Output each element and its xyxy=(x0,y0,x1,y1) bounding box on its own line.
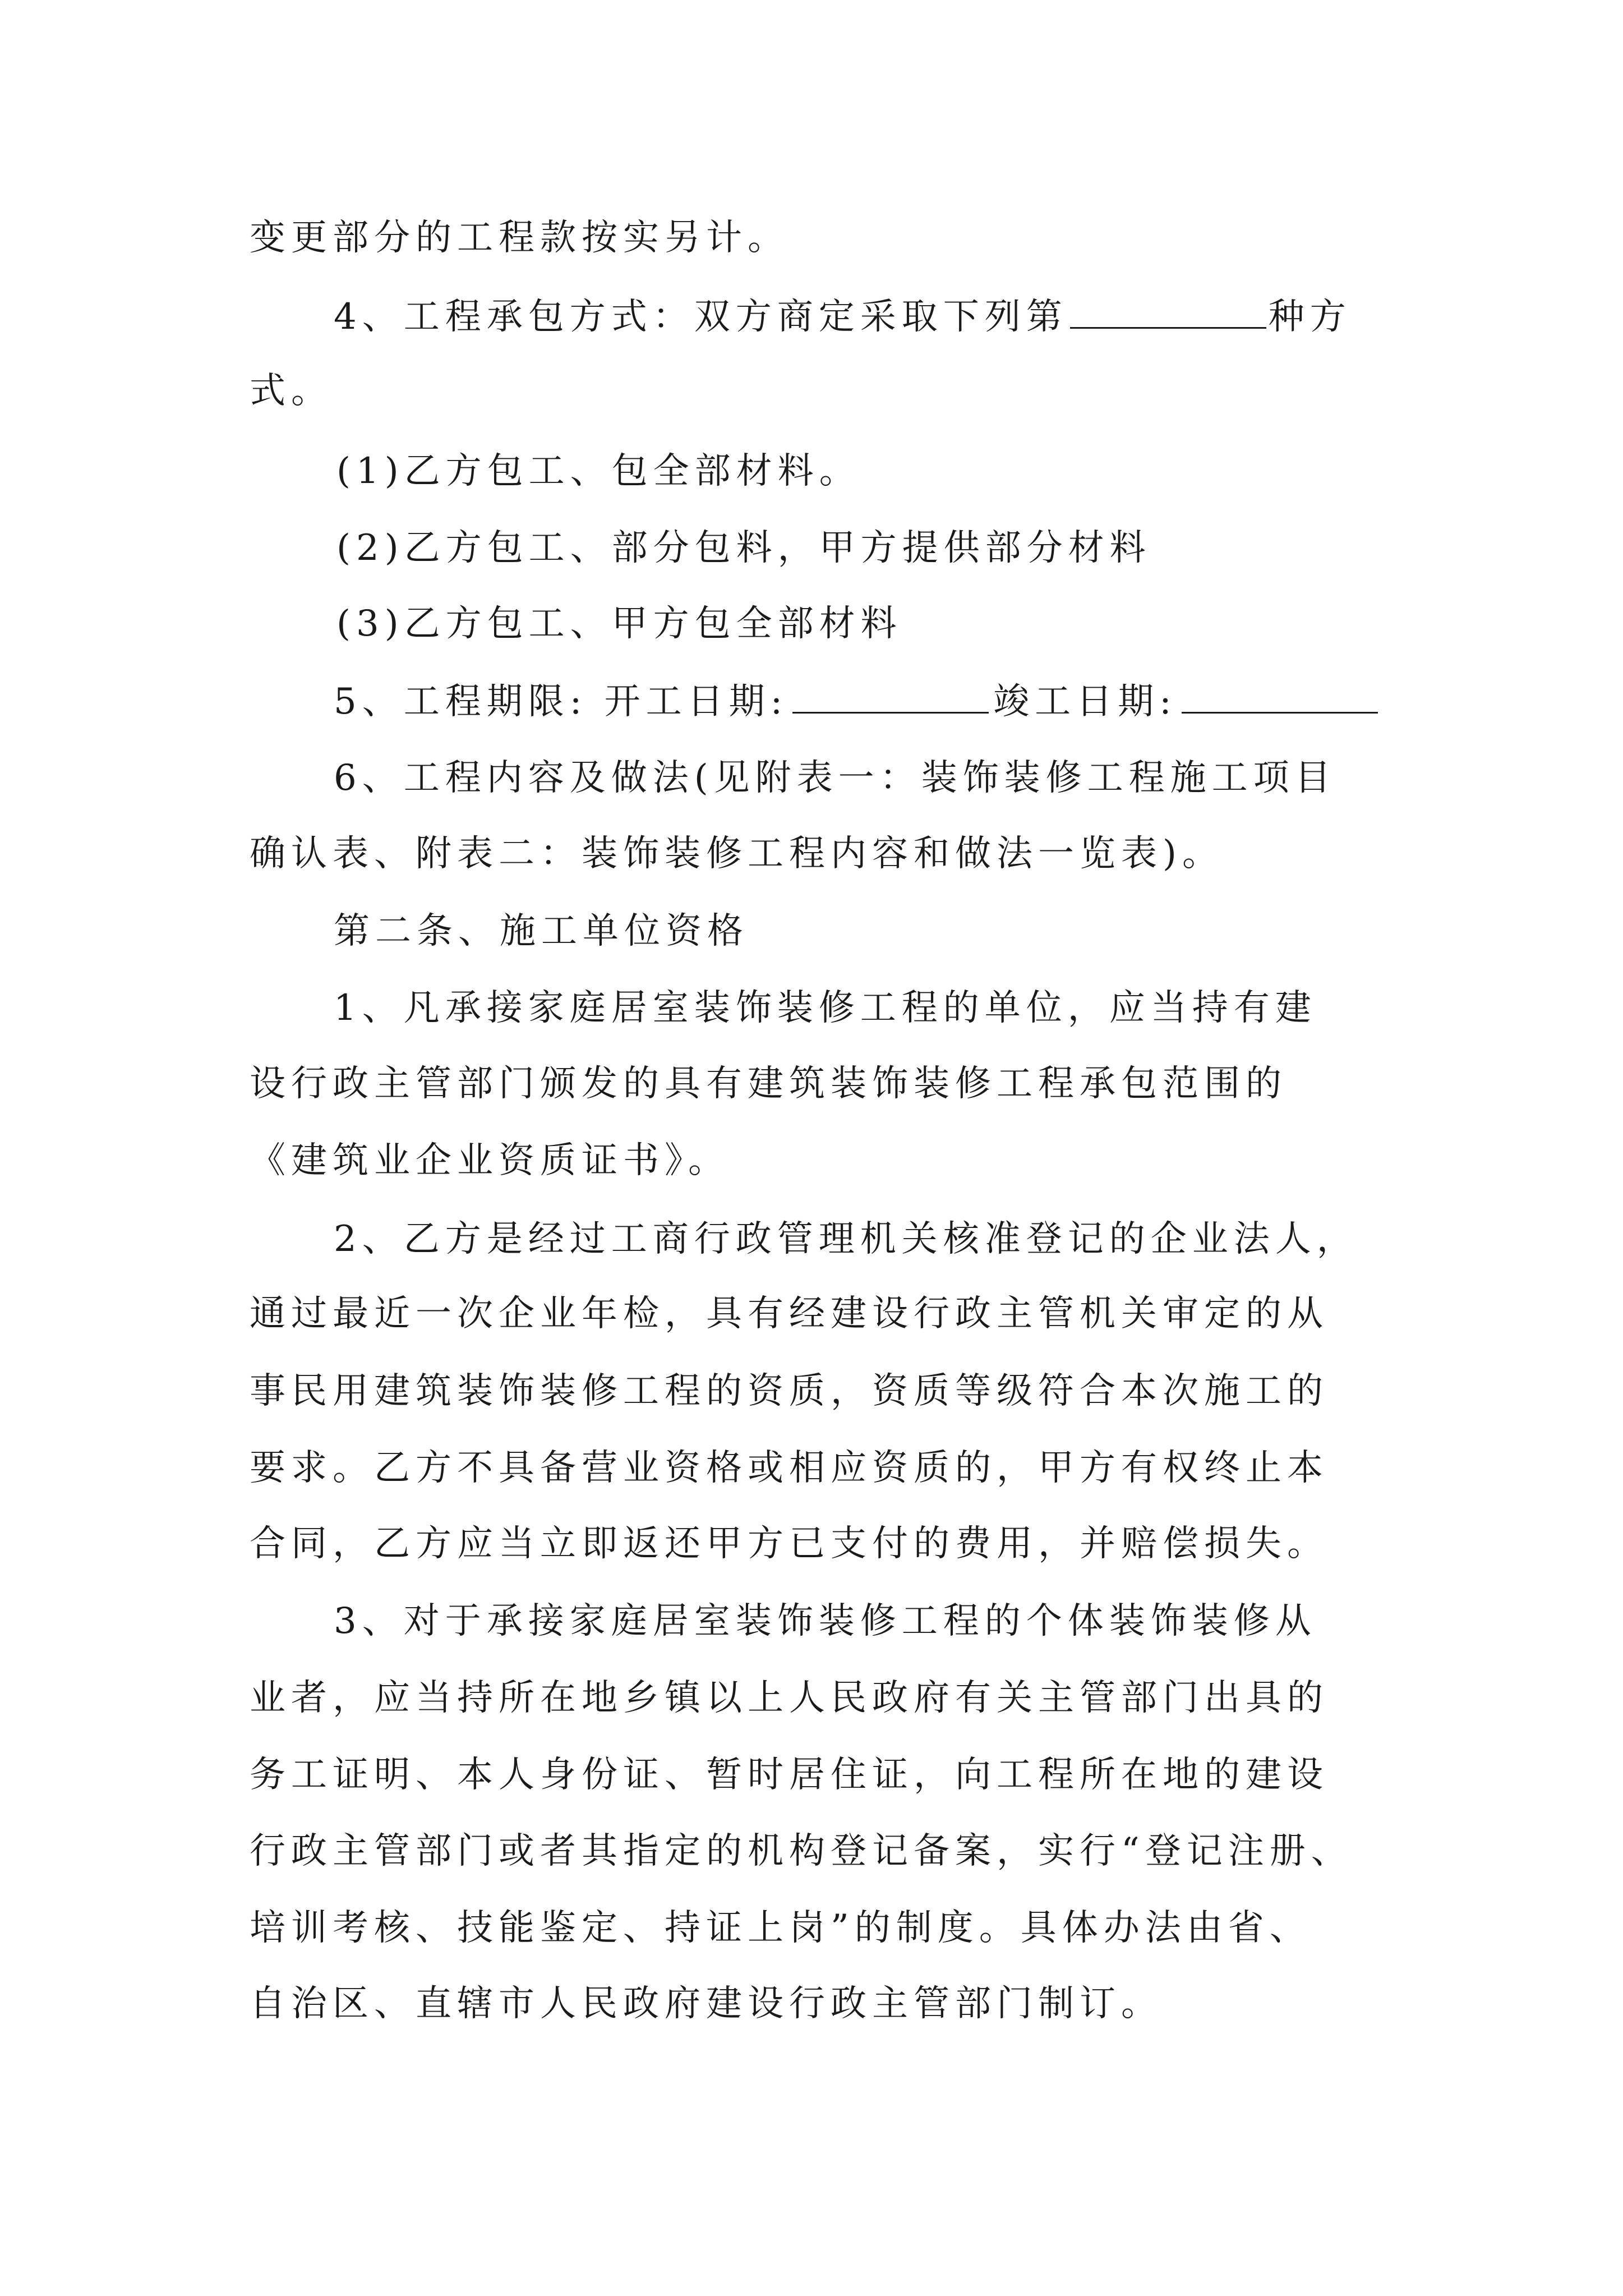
completion-date-blank xyxy=(1182,683,1378,714)
line-text: 行政主管部门或者其指定的机构登记备案，实行“登记注册、 xyxy=(250,1830,1353,1872)
line-text: 务工证明、本人身份证、暂时居住证，向工程所在地的建设 xyxy=(250,1754,1329,1796)
line-text: 自治区、直辖市人民政府建设行政主管部门制订。 xyxy=(250,1983,1163,2024)
text-line xyxy=(250,1447,1329,1489)
text-line xyxy=(334,1218,1358,1260)
line-text: (1)乙方包工、包全部材料。 xyxy=(336,450,861,492)
text-line xyxy=(334,1600,1317,1642)
text-line xyxy=(334,987,1317,1029)
text-line xyxy=(250,370,333,412)
text-line xyxy=(250,1370,1329,1412)
line-text: 业者，应当持所在地乡镇以上人民政府有关主管部门出具的 xyxy=(250,1677,1329,1719)
line-text: 确认表、附表二：装饰装修工程内容和做法一览表)。 xyxy=(250,833,1224,875)
line-text: (3)乙方包工、甲方包全部材料 xyxy=(336,603,902,645)
text-line xyxy=(250,1063,1287,1105)
line-text: 5、工程期限: 开工日期: xyxy=(334,681,789,723)
line-text: 第二条、施工单位资格 xyxy=(334,910,749,952)
text-line xyxy=(250,1907,1311,1949)
text-line xyxy=(250,1830,1353,1872)
line-text: 1、凡承接家庭居室装饰装修工程的单位，应当持有建 xyxy=(334,987,1317,1029)
line-text: 变更部分的工程款按实另计。 xyxy=(250,217,789,259)
line-text: 事民用建筑装饰装修工程的资质，资质等级符合本次施工的 xyxy=(250,1370,1329,1412)
line-text: 4、工程承包方式：双方商定采取下列第 xyxy=(334,296,1068,338)
text-line xyxy=(334,757,1336,799)
section-heading xyxy=(334,910,749,952)
line-text: 通过最近一次企业年检，具有经建设行政主管机关审定的从 xyxy=(250,1293,1329,1335)
line-text: 《建筑业企业资质证书》。 xyxy=(250,1140,730,1181)
start-date-blank xyxy=(792,683,989,714)
text-line xyxy=(250,1293,1329,1335)
line-text: 设行政主管部门颁发的具有建筑装饰装修工程承包范围的 xyxy=(250,1063,1287,1105)
text-line xyxy=(336,450,861,492)
line-text: 6、工程内容及做法(见附表一：装饰装修工程施工项目 xyxy=(334,757,1336,799)
text-line xyxy=(334,681,1378,723)
text-line xyxy=(250,833,1224,875)
text-line xyxy=(336,603,902,645)
fill-in-blank xyxy=(1070,298,1266,329)
line-text: 培训考核、技能鉴定、持证上岗”的制度。具体办法由省、 xyxy=(250,1907,1311,1949)
text-line xyxy=(334,296,1352,338)
text-line xyxy=(250,1523,1329,1565)
text-line xyxy=(250,1140,730,1181)
text-line xyxy=(250,1983,1163,2024)
text-line xyxy=(250,1754,1329,1796)
line-text: 2、乙方是经过工商行政管理机关核准登记的企业法人， xyxy=(334,1218,1358,1260)
line-text: 合同，乙方应当立即返还甲方已支付的费用，并赔偿损失。 xyxy=(250,1523,1329,1565)
text-line xyxy=(250,217,789,259)
line-text: 种方 xyxy=(1268,296,1352,338)
line-text: 竣工日期: xyxy=(993,681,1177,723)
line-text: 要求。乙方不具备营业资格或相应资质的，甲方有权终止本 xyxy=(250,1447,1329,1489)
text-line xyxy=(250,1677,1329,1719)
line-text: 式。 xyxy=(250,370,333,412)
line-text: 3、对于承接家庭居室装饰装修工程的个体装饰装修从 xyxy=(334,1600,1317,1642)
text-line xyxy=(336,527,1151,569)
line-text: (2)乙方包工、部分包料，甲方提供部分材料 xyxy=(336,527,1151,569)
